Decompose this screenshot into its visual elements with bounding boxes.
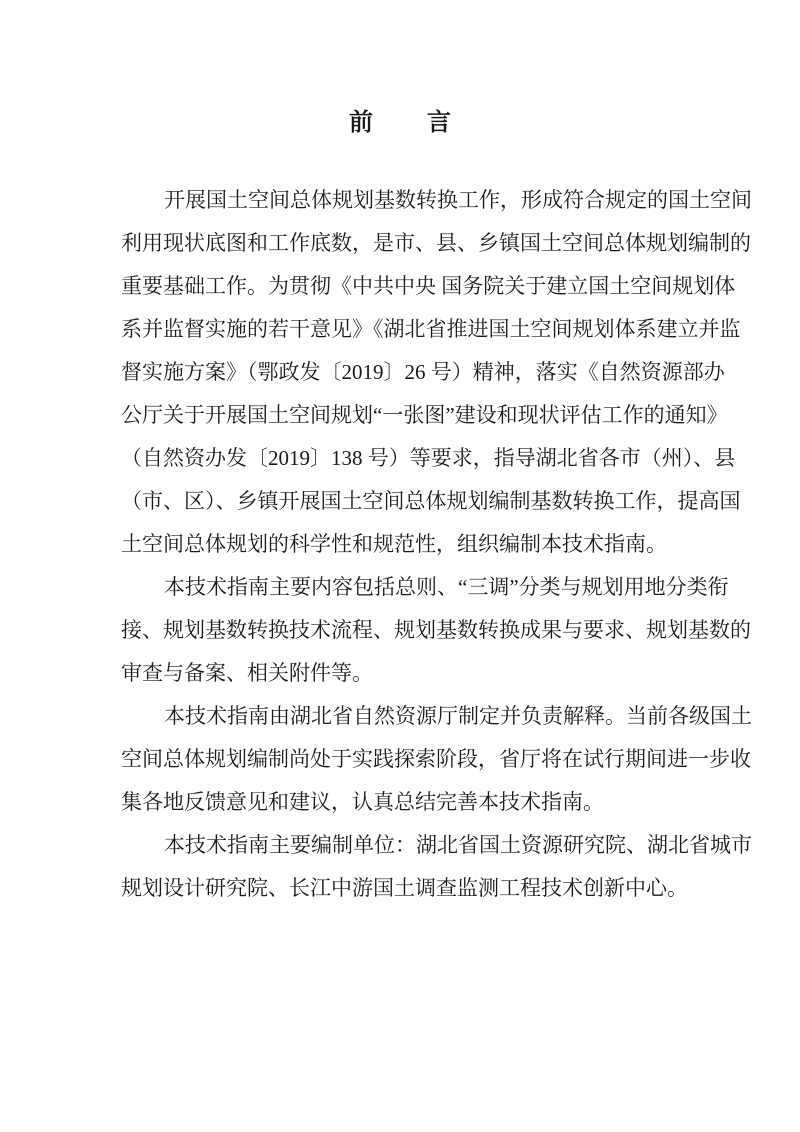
paragraph-line: 重要基础工作。为贯彻《中共中央 国务院关于建立国土空间规划体 (121, 274, 736, 298)
paragraph-line: 集各地反馈意见和建议，认真总结完善本技术指南。 (121, 790, 604, 814)
paragraph (121, 179, 752, 566)
document-body (121, 179, 752, 910)
paragraph-line: 利用现状底图和工作底数，是市、县、乡镇国土空间总体规划编制的 (121, 231, 751, 255)
paragraph-line: 本技术指南由湖北省自然资源厅制定并负责解释。当前各级国土 (164, 704, 752, 728)
paragraph (121, 566, 751, 695)
paragraph-line: 土空间总体规划的科学性和规范性，组织编制本技术指南。 (121, 532, 667, 556)
paragraph-line: （市、区）、乡镇开展国土空间总体规划编制基数转换工作，提高国 (121, 489, 741, 513)
paragraph-line: 系并监督实施的若干意见》《湖北省推进国土空间规划体系建立并监 (121, 317, 741, 341)
paragraph-line: 公厅关于开展国土空间规划“一张图”建设和现状评估工作的通知》 (121, 403, 728, 427)
paragraph-line: 规划设计研究院、长江中游国土调查监测工程技术创新中心。 (121, 876, 688, 900)
paragraph-line: 本技术指南主要内容包括总则、“三调”分类与规划用地分类衔 (164, 575, 729, 599)
paragraph (121, 695, 752, 824)
paragraph-line: 本技术指南主要编制单位：湖北省国土资源研究院、湖北省城市 (164, 833, 752, 857)
paragraph-line: （自然资办发〔2019〕138 号）等要求，指导湖北省各市（州）、县 (121, 446, 736, 470)
page-title: 前 言 (349, 110, 475, 136)
paragraph-line: 开展国土空间总体规划基数转换工作，形成符合规定的国土空间 (164, 188, 752, 212)
paragraph (121, 824, 752, 910)
paragraph-line: 空间总体规划编制尚处于实践探索阶段，省厅将在试行期间进一步收 (121, 747, 751, 771)
paragraph-line: 接、规划基数转换技术流程、规划基数转换成果与要求、规划基数的 (121, 618, 751, 642)
paragraph-line: 审查与备案、相关附件等。 (121, 661, 373, 685)
paragraph-line: 督实施方案》（鄂政发〔2019〕26 号）精神，落实《自然资源部办 (121, 360, 725, 384)
